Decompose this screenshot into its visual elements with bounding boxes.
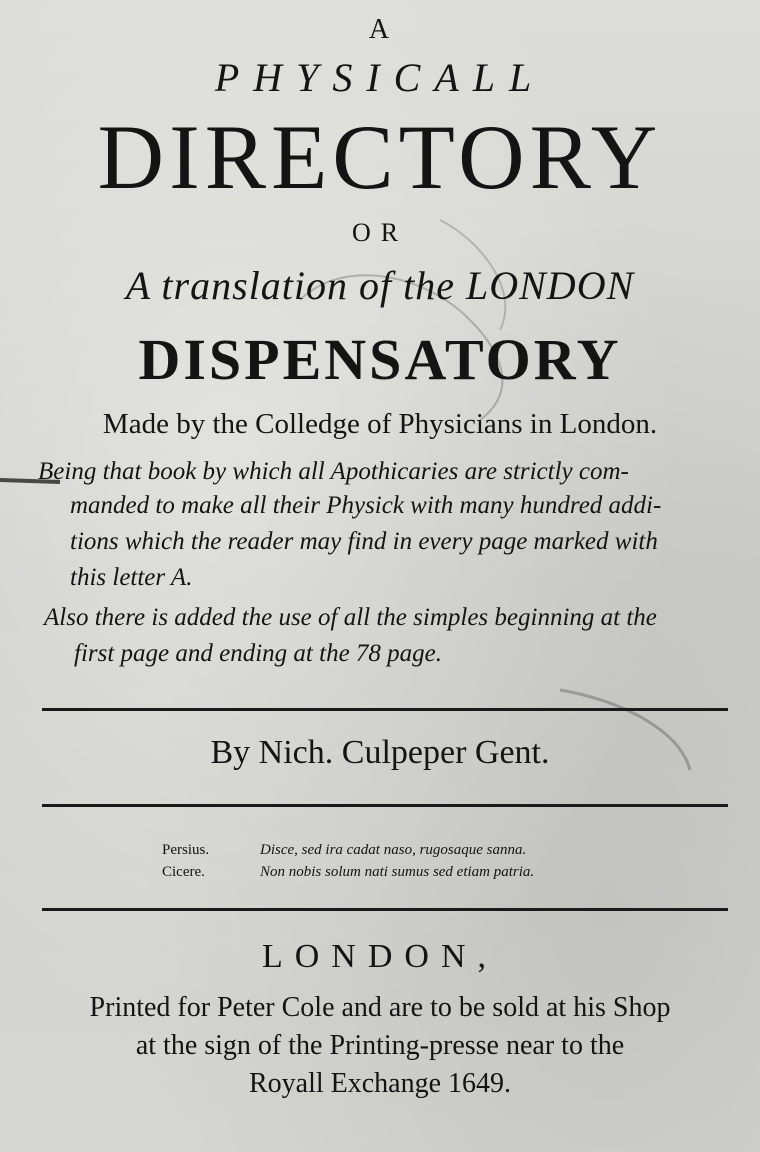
adjective-physicall: PHYSICALL bbox=[214, 55, 546, 100]
divider-rule bbox=[42, 908, 728, 911]
description-line: first page and ending at the 78 page. bbox=[74, 640, 443, 667]
motto-quote: Disce, sed ira cadat naso, rugosaque sanna. bbox=[260, 842, 527, 858]
motto-quote: Non nobis solum nati sumus sed etiam patria. bbox=[260, 864, 535, 880]
imprint-line: Royall Exchange 1649. bbox=[248, 1068, 512, 1099]
made-by-line: Made by the Colledge of Physicians in London. bbox=[102, 408, 658, 440]
motto-source: Persius. bbox=[162, 842, 210, 858]
second-title-dispensatory: DISPENSATORY bbox=[138, 327, 622, 392]
divider-rule bbox=[42, 804, 728, 807]
main-title-directory: DIRECTORY bbox=[97, 106, 663, 208]
subtitle-translation: A translation of the LONDON bbox=[125, 263, 635, 308]
article-a: A bbox=[368, 14, 392, 45]
description-line: Also there is added the use of all the simples beginning at the bbox=[44, 604, 657, 631]
description-line: tions which the reader may find in every page marked with bbox=[70, 528, 658, 555]
author-line: By Nich. Culpeper Gent. bbox=[210, 734, 550, 771]
motto-source: Cicere. bbox=[162, 864, 205, 880]
conjunction-or: OR bbox=[351, 218, 409, 247]
imprint-line: Printed for Peter Cole and are to be sold at his Shop bbox=[89, 992, 671, 1023]
imprint-city: LONDON, bbox=[261, 938, 499, 975]
description-line: manded to make all their Physick with many hundred addi- bbox=[70, 492, 662, 519]
description-line: this letter A. bbox=[70, 564, 193, 591]
divider-rule bbox=[42, 708, 728, 711]
description-line: Being that book by which all Apothicaries are strictly com- bbox=[38, 458, 629, 485]
imprint-line: at the sign of the Printing-presse near to the bbox=[135, 1030, 625, 1061]
